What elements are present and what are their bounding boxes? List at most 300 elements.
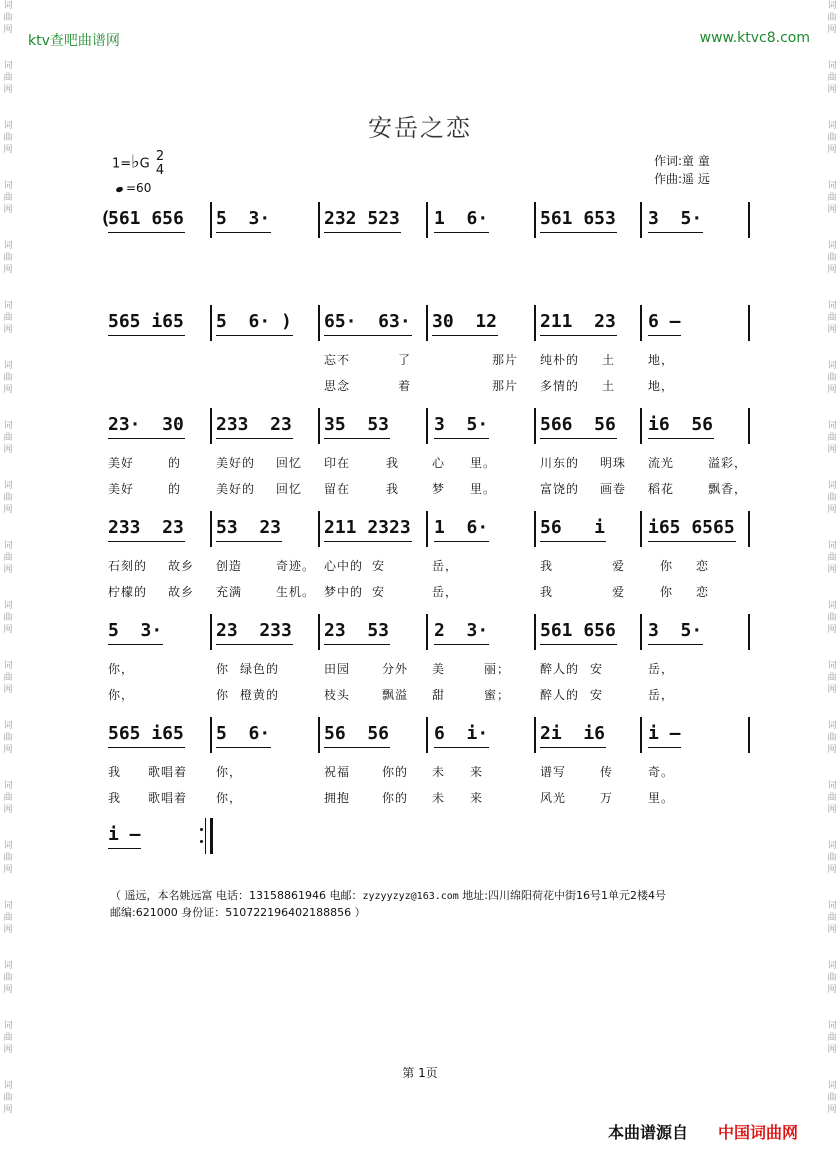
bar-line — [210, 511, 212, 547]
lyric-word: 美好的 — [216, 482, 256, 496]
lyric-word: 美 — [432, 662, 446, 676]
watermark-char: 曲 — [827, 253, 837, 263]
bar-line — [640, 305, 642, 341]
measure-notes: ( — [100, 208, 111, 229]
lyric-word: 万 — [600, 791, 614, 805]
lyric-word: 地， — [648, 379, 675, 393]
watermark-char: 曲 — [827, 793, 837, 803]
lyric-word: 多情的 — [540, 379, 580, 393]
beam-underline — [648, 232, 703, 233]
beam-underline — [540, 232, 617, 233]
email-text: zyzyyzyz@163.com — [362, 891, 459, 902]
watermark-char: 词 — [3, 121, 13, 131]
measure-notes: 211 23 — [540, 311, 616, 332]
measure-notes: 1 6· — [434, 208, 489, 229]
bar-line — [748, 614, 750, 650]
contact-line-1 — [110, 888, 666, 905]
measure-notes: 561 656 — [108, 208, 184, 229]
watermark-block — [824, 180, 840, 216]
watermark-char: 曲 — [3, 613, 13, 623]
bar-line — [210, 614, 212, 650]
watermark-block — [824, 540, 840, 576]
lyric-word: 的 — [168, 456, 182, 470]
lyric-word: 爱 — [612, 559, 626, 573]
bar-line — [534, 408, 536, 444]
lyric-word: 溢彩， — [708, 456, 748, 470]
lyric-word: 里。 — [470, 482, 497, 496]
watermark-char: 曲 — [3, 733, 13, 743]
watermark-block — [824, 1080, 840, 1116]
beam-underline — [324, 644, 390, 645]
watermark-block — [824, 360, 840, 396]
beam-underline — [648, 438, 714, 439]
measure-notes: 2i i6 — [540, 723, 606, 744]
beam-underline — [108, 335, 185, 336]
beam-underline — [434, 232, 489, 233]
lyric-word: 恋 — [696, 585, 710, 599]
watermark-char: 词 — [3, 901, 13, 911]
lyric-word: 祝福 — [324, 765, 351, 779]
watermark-char: 网 — [827, 385, 837, 395]
watermark-char: 词 — [827, 301, 837, 311]
bar-line — [210, 305, 212, 341]
measure-notes: 561 656 — [540, 620, 616, 641]
contact-line-2: 邮编:621000 身份证：510722196402188856 ） — [110, 906, 366, 919]
beam-underline — [216, 541, 282, 542]
key-signature — [112, 150, 164, 178]
beam-underline — [216, 438, 293, 439]
song-title: 安岳之恋 — [368, 114, 472, 142]
watermark-char: 词 — [827, 661, 837, 671]
watermark-char: 曲 — [3, 793, 13, 803]
lyric-word: 歌唱着 — [148, 765, 188, 779]
watermark-char: 词 — [3, 61, 13, 71]
lyric-word: 富饶的 — [540, 482, 580, 496]
watermark-char: 词 — [3, 1, 13, 11]
lyric-word: 石刻的 — [108, 559, 148, 573]
watermark-char: 网 — [3, 625, 13, 635]
watermark-char: 曲 — [3, 73, 13, 83]
watermark-char: 词 — [3, 421, 13, 431]
measure-notes: i6 56 — [648, 414, 714, 435]
tempo-marking — [116, 181, 151, 195]
lyric-word: 里。 — [470, 456, 497, 470]
watermark-char: 曲 — [3, 433, 13, 443]
beam-underline — [648, 541, 736, 542]
bar-line — [534, 614, 536, 650]
lyric-word: 未 — [432, 765, 446, 779]
watermark-char: 词 — [827, 961, 837, 971]
watermark-block — [0, 420, 16, 456]
contact-line-1b: 地址:四川绵阳荷花中街16号1单元2楼4号 — [458, 889, 667, 902]
watermark-char: 词 — [827, 181, 837, 191]
watermark-char: 曲 — [3, 493, 13, 503]
final-bar-line — [205, 818, 206, 854]
watermark-char: 词 — [827, 841, 837, 851]
time-top: 2 — [155, 149, 165, 164]
watermark-char: 曲 — [827, 133, 837, 143]
bar-line — [534, 305, 536, 341]
watermark-block — [824, 840, 840, 876]
lyric-word: 飘溢 — [382, 688, 409, 702]
watermark-block — [0, 300, 16, 336]
watermark-char: 词 — [827, 1, 837, 11]
measure-notes: 23 53 — [324, 620, 390, 641]
lyric-word: 来 — [470, 791, 484, 805]
lyric-word: 你 — [660, 585, 674, 599]
watermark-char: 词 — [3, 961, 13, 971]
bar-line — [748, 305, 750, 341]
lyric-word: 心 — [432, 456, 446, 470]
lyric-word: 蜜； — [484, 688, 511, 702]
watermark-char: 曲 — [827, 913, 837, 923]
flat-icon: ♭ — [131, 151, 140, 173]
beam-underline — [648, 335, 681, 336]
watermark-char: 词 — [827, 541, 837, 551]
measure-notes: 232 523 — [324, 208, 400, 229]
measure-notes: 565 i65 — [108, 311, 184, 332]
watermark-char: 词 — [827, 241, 837, 251]
credits — [654, 152, 710, 188]
watermark-char: 网 — [827, 865, 837, 875]
watermark-char: 曲 — [827, 313, 837, 323]
measure-notes: 5 6· ) — [216, 311, 292, 332]
watermark-block — [824, 600, 840, 636]
watermark-char: 曲 — [827, 733, 837, 743]
watermark-char: 曲 — [827, 373, 837, 383]
watermark-char: 词 — [3, 661, 13, 671]
watermark-char: 词 — [827, 721, 837, 731]
watermark-char: 网 — [3, 1045, 13, 1055]
lyric-word: 你 — [216, 688, 230, 702]
bar-line — [426, 305, 428, 341]
watermark-char: 网 — [827, 205, 837, 215]
watermark-char: 网 — [827, 25, 837, 35]
watermark-char: 曲 — [827, 193, 837, 203]
watermark-char: 曲 — [3, 853, 13, 863]
bar-line — [318, 202, 320, 238]
watermark-char: 词 — [827, 121, 837, 131]
lyric-word: 土 — [602, 353, 616, 367]
bar-line — [640, 408, 642, 444]
beam-underline — [324, 232, 401, 233]
bar-line — [748, 717, 750, 753]
watermark-char: 词 — [827, 481, 837, 491]
lyric-word: 传 — [600, 765, 614, 779]
watermark-char: 曲 — [3, 913, 13, 923]
watermark-char: 词 — [3, 601, 13, 611]
bar-line — [426, 717, 428, 753]
watermark-char: 网 — [827, 565, 837, 575]
watermark-char: 词 — [3, 781, 13, 791]
lyric-word: 生机。 — [276, 585, 316, 599]
watermark-char: 网 — [3, 1105, 13, 1115]
watermark-char: 词 — [3, 481, 13, 491]
watermark-char: 网 — [827, 265, 837, 275]
lyric-word: 爱 — [612, 585, 626, 599]
beam-underline — [540, 644, 617, 645]
lyric-word: 绿色的 — [240, 662, 280, 676]
watermark-block — [0, 840, 16, 876]
measure-notes: 6 i· — [434, 723, 489, 744]
beam-underline — [216, 232, 271, 233]
watermark-char: 网 — [3, 85, 13, 95]
watermark-block — [0, 60, 16, 96]
measure-notes: 5 3· — [108, 620, 163, 641]
watermark-char: 网 — [3, 685, 13, 695]
watermark-char: 网 — [3, 25, 13, 35]
lyric-word: 岳， — [432, 559, 459, 573]
lyric-word: 心中的 — [324, 559, 364, 573]
lyric-word: 拥抱 — [324, 791, 351, 805]
measure-notes: 3 5· — [648, 208, 703, 229]
measure-notes: 5 3· — [216, 208, 271, 229]
bar-line — [210, 408, 212, 444]
watermark-char: 曲 — [827, 973, 837, 983]
watermark-char: 词 — [3, 1021, 13, 1031]
bar-line — [318, 305, 320, 341]
watermark-char: 网 — [827, 505, 837, 515]
watermark-block — [0, 540, 16, 576]
lyric-word: 明珠 — [600, 456, 627, 470]
watermark-char: 词 — [827, 1081, 837, 1091]
watermark-char: 网 — [3, 145, 13, 155]
watermark-block — [0, 1080, 16, 1116]
lyric-word: 你的 — [382, 765, 409, 779]
lyric-word: 里。 — [648, 791, 675, 805]
watermark-block — [0, 600, 16, 636]
lyric-word: 梦中的 — [324, 585, 364, 599]
lyric-word: 土 — [602, 379, 616, 393]
watermark-block — [824, 240, 840, 276]
bar-line — [748, 408, 750, 444]
lyric-word: 你， — [216, 765, 243, 779]
lyric-word: 地， — [648, 353, 675, 367]
measure-notes: 5 6· — [216, 723, 271, 744]
page-number: 第 1页 — [402, 1066, 438, 1080]
measure-notes: 3 5· — [648, 620, 703, 641]
beam-underline — [434, 438, 489, 439]
measure-notes: 3 5· — [434, 414, 489, 435]
watermark-char: 曲 — [3, 1033, 13, 1043]
watermark-char: 网 — [3, 565, 13, 575]
lyric-word: 枝头 — [324, 688, 351, 702]
watermark-char: 网 — [827, 685, 837, 695]
measure-notes: i — — [108, 824, 141, 845]
lyric-word: 留在 — [324, 482, 351, 496]
lyric-word: 你， — [108, 688, 135, 702]
watermark-char: 曲 — [827, 613, 837, 623]
lyric-word: 你的 — [382, 791, 409, 805]
watermark-char: 词 — [827, 781, 837, 791]
watermark-char: 网 — [827, 625, 837, 635]
lyric-word: 安 — [372, 559, 386, 573]
watermark-block — [0, 180, 16, 216]
watermark-block — [0, 960, 16, 996]
measure-notes: 23· 30 — [108, 414, 184, 435]
watermark-char: 网 — [827, 925, 837, 935]
measure-notes: 30 12 — [432, 311, 498, 332]
watermark-char: 词 — [827, 421, 837, 431]
bar-line — [318, 511, 320, 547]
watermark-char: 网 — [3, 985, 13, 995]
watermark-block — [0, 720, 16, 756]
watermark-char: 词 — [3, 1081, 13, 1091]
lyric-word: 充满 — [216, 585, 243, 599]
bar-line — [318, 408, 320, 444]
watermark-char: 曲 — [827, 673, 837, 683]
watermark-block — [824, 960, 840, 996]
watermark-char: 网 — [827, 1045, 837, 1055]
lyric-word: 画卷 — [600, 482, 627, 496]
key-prefix: 1= — [112, 156, 132, 172]
watermark-block — [0, 360, 16, 396]
beam-underline — [108, 232, 185, 233]
lyric-word: 橙黄的 — [240, 688, 280, 702]
beam-underline — [434, 747, 489, 748]
measure-notes: 53 23 — [216, 517, 282, 538]
measure-notes: i65 6565 — [648, 517, 735, 538]
beam-underline — [540, 438, 617, 439]
watermark-char: 曲 — [3, 973, 13, 983]
watermark-char: 网 — [3, 385, 13, 395]
measure-notes: 233 23 — [216, 414, 292, 435]
lyric-word: 田园 — [324, 662, 351, 676]
watermark-char: 词 — [3, 721, 13, 731]
lyric-word: 故乡 — [168, 585, 195, 599]
final-bar-line — [210, 818, 213, 854]
watermark-char: 曲 — [3, 13, 13, 23]
lyric-word: 着 — [398, 379, 412, 393]
beam-underline — [108, 541, 185, 542]
footer-source-label: 本曲谱源自 — [608, 1123, 689, 1142]
lyric-word: 岳， — [648, 662, 675, 676]
watermark-char: 曲 — [827, 73, 837, 83]
watermark-block — [824, 660, 840, 696]
footer-source-link[interactable]: 中国词曲网 — [718, 1123, 799, 1142]
lyric-word: 你 — [216, 662, 230, 676]
beam-underline — [324, 438, 390, 439]
watermark-char: 词 — [3, 541, 13, 551]
measure-notes: 566 56 — [540, 414, 616, 435]
lyric-word: 美好的 — [216, 456, 256, 470]
side-watermark-right — [824, 0, 840, 1169]
watermark-char: 词 — [3, 361, 13, 371]
tempo-value: =60 — [126, 181, 152, 195]
lyric-word: 创造 — [216, 559, 243, 573]
watermark-char: 网 — [3, 205, 13, 215]
header-site-link-right[interactable]: www.ktvc8.com — [699, 30, 810, 46]
watermark-block — [0, 480, 16, 516]
lyric-word: 安 — [590, 662, 604, 676]
lyric-word: 故乡 — [168, 559, 195, 573]
lyric-word: 岳， — [648, 688, 675, 702]
watermark-char: 曲 — [3, 1093, 13, 1103]
watermark-char: 曲 — [827, 493, 837, 503]
bar-line — [640, 202, 642, 238]
watermark-char: 词 — [3, 301, 13, 311]
lyric-word: 美好 — [108, 482, 135, 496]
watermark-block — [824, 420, 840, 456]
beam-underline — [216, 644, 293, 645]
watermark-char: 词 — [827, 901, 837, 911]
composer: 作曲:遥 远 — [654, 172, 710, 186]
watermark-char: 曲 — [3, 313, 13, 323]
lyric-word: 美好 — [108, 456, 135, 470]
contact-info — [110, 888, 666, 921]
watermark-block — [824, 0, 840, 36]
beam-underline — [540, 541, 606, 542]
bar-line — [534, 202, 536, 238]
watermark-block — [0, 1020, 16, 1056]
time-signature — [156, 150, 164, 178]
lyric-word: 你 — [660, 559, 674, 573]
watermark-char: 网 — [3, 265, 13, 275]
lyric-word: 梦 — [432, 482, 446, 496]
bar-line — [210, 717, 212, 753]
header-site-link-left[interactable]: ktv查吧曲谱网 — [28, 33, 120, 49]
watermark-char: 网 — [827, 85, 837, 95]
watermark-char: 曲 — [3, 193, 13, 203]
bar-line — [426, 408, 428, 444]
measure-notes: 211 2323 — [324, 517, 411, 538]
beam-underline — [434, 644, 489, 645]
contact-line-1a: （ 遥远，本名姚远富 电话：13158861946 电邮： — [110, 889, 363, 902]
watermark-block — [824, 60, 840, 96]
lyric-word: 忘不 — [324, 353, 351, 367]
watermark-char: 词 — [827, 61, 837, 71]
watermark-char: 曲 — [3, 673, 13, 683]
lyric-word: 歌唱着 — [148, 791, 188, 805]
key-letter: G — [139, 156, 150, 172]
lyric-word: 谱写 — [540, 765, 567, 779]
bar-line — [318, 717, 320, 753]
watermark-char: 网 — [3, 925, 13, 935]
watermark-char: 曲 — [827, 1093, 837, 1103]
lyric-word: 我 — [108, 765, 122, 779]
measure-notes: 1 6· — [434, 517, 489, 538]
watermark-char: 词 — [3, 181, 13, 191]
lyric-word: 你， — [108, 662, 135, 676]
watermark-char: 曲 — [827, 1033, 837, 1043]
bar-line — [748, 511, 750, 547]
watermark-char: 网 — [827, 145, 837, 155]
lyric-word: 奇迹。 — [276, 559, 316, 573]
watermark-block — [0, 240, 16, 276]
watermark-block — [824, 1020, 840, 1056]
watermark-char: 网 — [3, 445, 13, 455]
bar-line — [426, 202, 428, 238]
watermark-char: 网 — [827, 985, 837, 995]
watermark-char: 网 — [3, 505, 13, 515]
watermark-block — [824, 300, 840, 336]
measure-notes: 6 — — [648, 311, 681, 332]
beam-underline — [648, 644, 703, 645]
lyric-word: 稻花 — [648, 482, 675, 496]
watermark-char: 词 — [3, 841, 13, 851]
lyric-word: 我 — [540, 559, 554, 573]
lyric-word: 柠檬的 — [108, 585, 148, 599]
watermark-char: 网 — [827, 745, 837, 755]
beam-underline — [432, 335, 498, 336]
repeat-dot — [200, 828, 203, 831]
watermark-block — [824, 780, 840, 816]
measure-notes: 35 53 — [324, 414, 390, 435]
beam-underline — [434, 541, 489, 542]
watermark-block — [0, 900, 16, 936]
watermark-char: 曲 — [827, 433, 837, 443]
beam-underline — [540, 335, 617, 336]
